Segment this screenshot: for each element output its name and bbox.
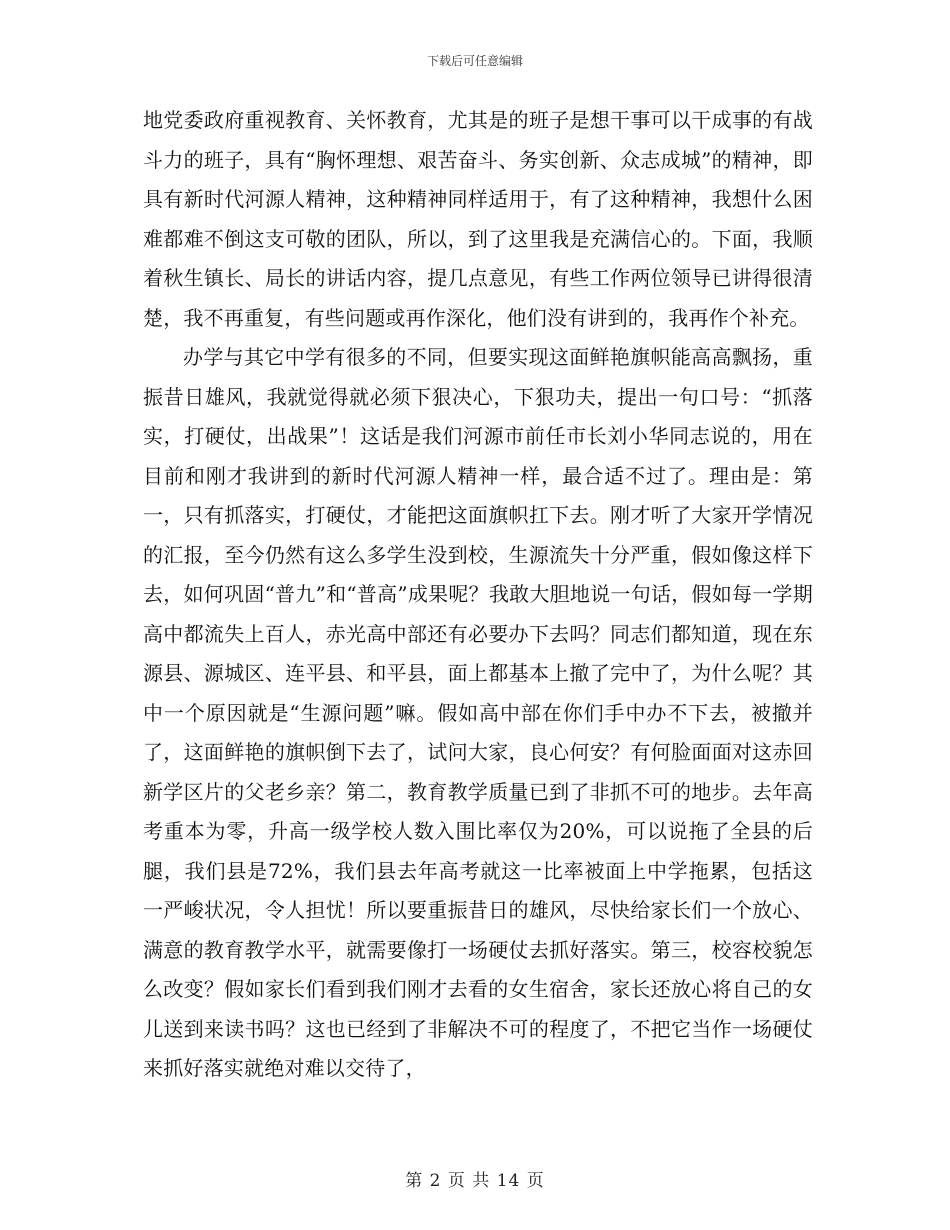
- document-body: [143, 101, 813, 1089]
- page-number: 第 2 页 共 14 页: [405, 1171, 545, 1191]
- paragraph-2: 办学与其它中学有很多的不同，但要实现这面鲜艳旗帜能高高飘扬，重振昔日雄风，我就觉得就必须下狠决心，下狠功夫，提出一句口号：“抓落实，打硬仗，出战果”！这话是我们河源市前任市长刘小华同志说的，用在目前和刚才我讲到的新时代河源人精神一样，最合适不过了。理由是：第一，只有抓落实，打硬仗，才能把这面旗帜扛下去。刚才听了大家开学情况的汇报，至今仍然有这么多学生没到校，生源流失十分严重，假如像这样下去，如何巩固“普九”和“普高”成果呢？我敢大胆地说一句话，假如每一学期高中都流失上百人，赤光高中部还有必要办下去吗？同志们都知道，现在东源县、源城区、连平县、和平县，面上都基本上撤了完中了，为什么呢？其中一个原因就是“生源问题”嘛。假如高中部在你们手中办不下去，被撤并了，这面鲜艳的旗帜倒下去了，试问大家，良心何安？有何脸面面对这赤回新学区片的父老乡亲？第二，教育教学质量已到了非抓不可的地步。去年高考重本为零，升高一级学校人数入围比率仅为20%，可以说拖了全县的后腿，我们县是72%，我们县去年高考就这一比率被面上中学拖累，包括这一严峻状况，令人担忧！所以要重振昔日的雄风，尽快给家长们一个放心、满意的教育教学水平，就需要像打一场硬仗去抓好落实。第三，校容校貌怎么改变？假如家长们看到我们刚才去看的女生宿舍，家长还放心将自己的女儿送到来读书吗？这也已经到了非解决不可的程度了，不把它当作一场硬仗来抓好落实就绝对难以交待了，: [143, 345, 813, 1080]
- page-header-note: 下载后可任意编辑: [426, 54, 523, 68]
- paragraph-1: 地党委政府重视教育、关怀教育，尤其是的班子是想干事可以干成事的有战斗力的班子，具有“胸怀理想、艰苦奋斗、务实创新、众志成城”的精神，即具有新时代河源人精神，这种精神同样适用于，有了这种精神，我想什么困难都难不倒这支可敬的团队，所以，到了这里我是充满信心的。下面，我顺着秋生镇长、局长的讲话内容，提几点意见，有些工作两位领导已讲得很清楚，我不再重复，有些问题或再作深化，他们没有讲到的，我再作个补充。: [143, 108, 813, 330]
